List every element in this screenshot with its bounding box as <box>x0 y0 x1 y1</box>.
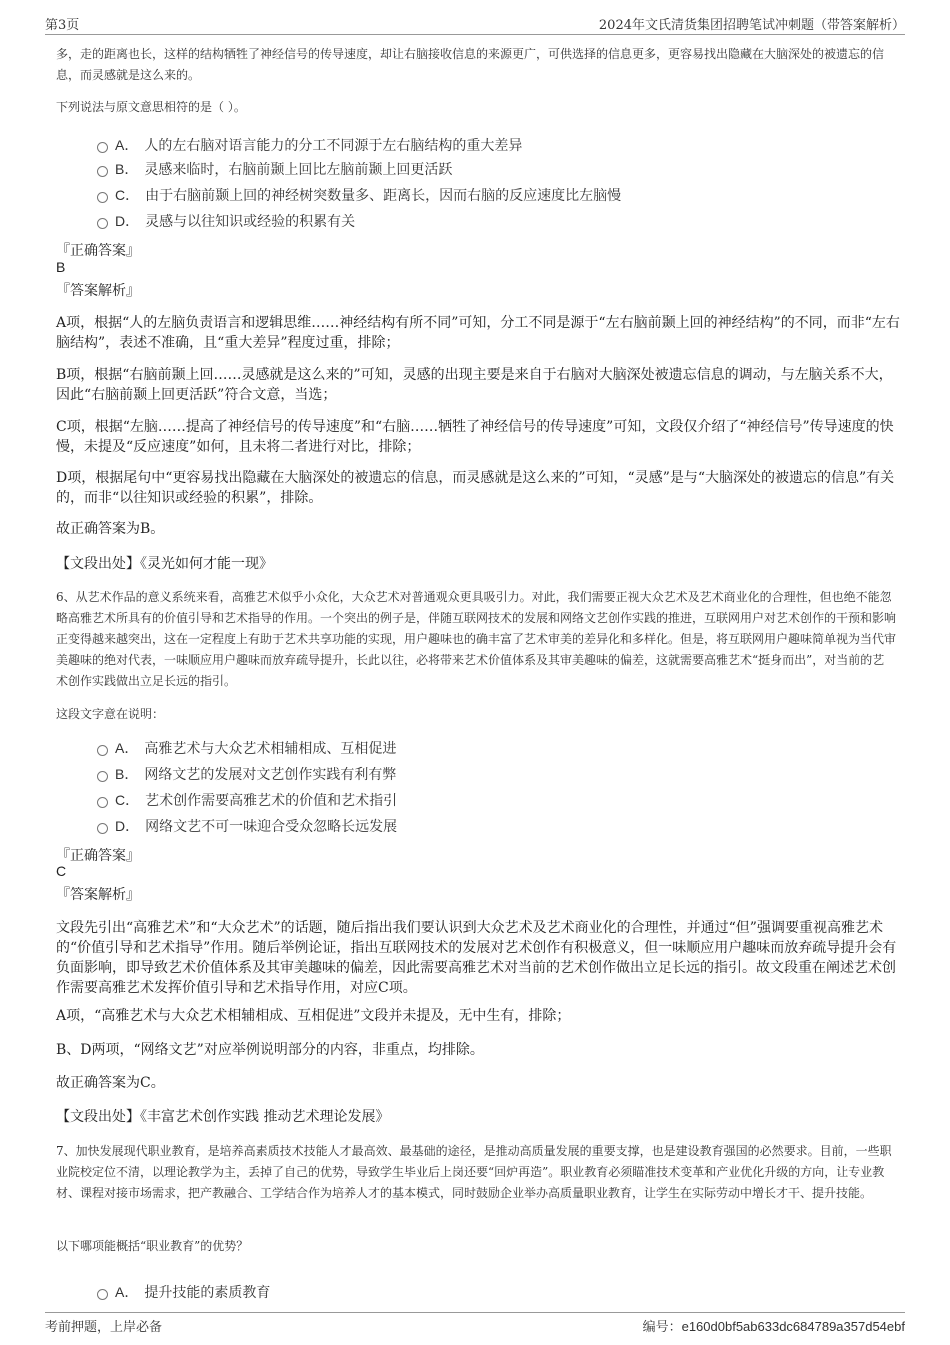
q6-conclusion: 故正确答案为C。 <box>56 1075 165 1091</box>
radio-icon[interactable] <box>97 166 108 177</box>
radio-icon[interactable] <box>97 797 108 808</box>
page-number: 第3页 <box>45 18 80 33</box>
radio-icon[interactable] <box>97 823 108 834</box>
document-title: 2024年文氏清货集团招聘笔试冲刺题（带答案解析） <box>598 18 905 33</box>
q6-correct-answer: C <box>56 863 67 879</box>
radio-icon[interactable] <box>97 142 108 153</box>
q5-option-a[interactable]: A． 人的左右脑对语言能力的分工不同源于左右脑结构的重大差异 <box>97 135 522 155</box>
q6-passage: 6、从艺术作品的意义系统来看，高雅艺术似乎小众化，大众艺术对普通观众更具吸引力。对此，我们需要正视大众艺术及艺术商业化的合理性，但也绝不能忽略高雅艺术所具有的价值引导和艺术指导的作用。一个突出的例子是，伴随互联网技术的发展和网络文艺创作实践的推进，互联网用户对艺术创作的干预和影响正变得越来越突出，这在一定程度上有助于艺术共享功能的实现，用户趣味也的确丰富了艺术审美的差异化和多样化。但是，将互联网用户趣味简单视为当代审美趣味的绝对代表，一味顺应用户趣味而放弃疏导提升，长此以往，必将带来艺术价值体系及其审美趣味的偏差，这就需要高雅艺术“挺身而出”，对当前的艺术创作实践做出立足长远的指引。 <box>56 590 897 688</box>
q5-question: 下列说法与原文意思相符的是（ ）。 <box>56 100 246 114</box>
q6-correct-label: 『正确答案』 <box>56 848 140 864</box>
q5-analysis-c: C项，根据“左脑……提高了神经信号的传导速度”和“右脑……牺牲了神经信号的传导速度”可知，文段仅介绍了“神经信号”传导速度的快慢，未提及“反应速度”如何，且未将二者进行对比，排除； <box>56 419 894 455</box>
q6-question: 这段文字意在说明： <box>56 707 165 721</box>
page-header <box>45 12 905 35</box>
q6-option-b[interactable]: B． 网络文艺的发展对文艺创作实践有利有弊 <box>97 764 396 784</box>
q6-option-a[interactable]: A． 高雅艺术与大众艺术相辅相成、互相促进 <box>97 738 396 758</box>
q5-analysis-label: 『答案解析』 <box>56 283 140 299</box>
document-code: 编号：e160d0bf5ab633dc684789a357d54ebf <box>642 1319 905 1334</box>
q5-analysis-b: B项，根据“右脑前颞上回……灵感就是这么来的”可知，灵感的出现主要是来自于右脑对大脑深处被遗忘信息的调动，与左脑关系不大，因此“右脑前颞上回更活跃”符合文意，当选； <box>56 367 893 403</box>
q5-correct-label: 『正确答案』 <box>56 243 140 259</box>
q6-option-d[interactable]: D． 网络文艺不可一味迎合受众忽略长远发展 <box>97 816 397 836</box>
radio-icon[interactable] <box>97 218 108 229</box>
q6-analysis-main: 文段先引出“高雅艺术”和“大众艺术”的话题，随后指出我们要认识到大众艺术及艺术商业化的合理性，并通过“但”强调要重视高雅艺术的“价值引导和艺术指导”作用。随后举例论证，指出互联网技术的发展对艺术创作有积极意义，但一味顺应用户趣味而放弃疏导提升会有负面影响，即导致艺术价值体系及其审美趣味的偏差，因此需要高雅艺术对当前的艺术创作做出立足长远的指引。故文段重在阐述艺术创作需要高雅艺术发挥价值引导和艺术指导作用，对应C项。 <box>56 920 897 996</box>
q5-conclusion: 故正确答案为B。 <box>56 521 165 537</box>
q5-analysis-a: A项，根据“人的左脑负责语言和逻辑思维……神经结构有所不同”可知，分工不同是源于“左右脑前颞上回的神经结构”的不同，而非“左右脑结构”，表述不准确，且“重大差异”程度过重，排除； <box>56 315 900 351</box>
q6-analysis-a: A项，“高雅艺术与大众艺术相辅相成、互相促进”文段并未提及，无中生有，排除； <box>56 1008 571 1024</box>
q7-option-a[interactable]: A． 提升技能的素质教育 <box>97 1282 270 1302</box>
radio-icon[interactable] <box>97 745 108 756</box>
footer-slogan: 考前押题，上岸必备 <box>45 1320 163 1335</box>
q5-analysis-d: D项，根据尾句中“更容易找出隐藏在大脑深处的被遗忘的信息，而灵感就是这么来的”可知，“灵感”是与“大脑深处的被遗忘的信息”有关的，而非“以往知识或经验的积累”，排除。 <box>56 470 895 506</box>
page-footer <box>45 1312 905 1335</box>
q5-passage-tail: 多，走的距离也长，这样的结构牺牲了神经信号的传导速度，却让右脑接收信息的来源更广，可供选择的信息更多，更容易找出隐藏在大脑深处的被遗忘的信息，而灵感就是这么来的。 <box>56 47 885 82</box>
q6-source: 【文段出处】《丰富艺术创作实践 推动艺术理论发展》 <box>56 1109 390 1125</box>
q7-question: 以下哪项能概括“职业教育”的优势？ <box>56 1239 249 1253</box>
q5-source: 【文段出处】《灵光如何才能一现》 <box>56 556 273 572</box>
q6-option-c[interactable]: C． 艺术创作需要高雅艺术的价值和艺术指引 <box>97 790 397 810</box>
radio-icon[interactable] <box>97 192 108 203</box>
radio-icon[interactable] <box>97 771 108 782</box>
q6-analysis-bd: B、D两项，“网络文艺”对应举例说明部分的内容，非重点，均排除。 <box>56 1042 484 1058</box>
q5-correct-answer: B <box>56 259 66 275</box>
q7-passage: 7、加快发展现代职业教育，是培养高素质技术技能人才最高效、最基础的途径，是推动高质量发展的重要支撑，也是建设教育强国的必然要求。目前，一些职业院校定位不清，以理论教学为主，丢掉了自己的优势，导致学生毕业后上岗还要“回炉再造”。职业教育必须瞄准技术变革和产业优化升级的方向，让专业教材、课程对接市场需求，把产教融合、工学结合作为培养人才的基本模式，同时鼓励企业举办高质量职业教育，让学生在实际劳动中增长才干、提升技能。 <box>56 1144 892 1200</box>
q5-option-b[interactable]: B． 灵感来临时，右脑前颞上回比左脑前颞上回更活跃 <box>97 159 452 179</box>
q6-analysis-label: 『答案解析』 <box>56 887 140 903</box>
q5-option-d[interactable]: D． 灵感与以往知识或经验的积累有关 <box>97 211 355 231</box>
q5-option-c[interactable]: C． 由于右脑前颞上回的神经树突数量多、距离长，因而右脑的反应速度比左脑慢 <box>97 185 621 205</box>
radio-icon[interactable] <box>97 1289 108 1300</box>
